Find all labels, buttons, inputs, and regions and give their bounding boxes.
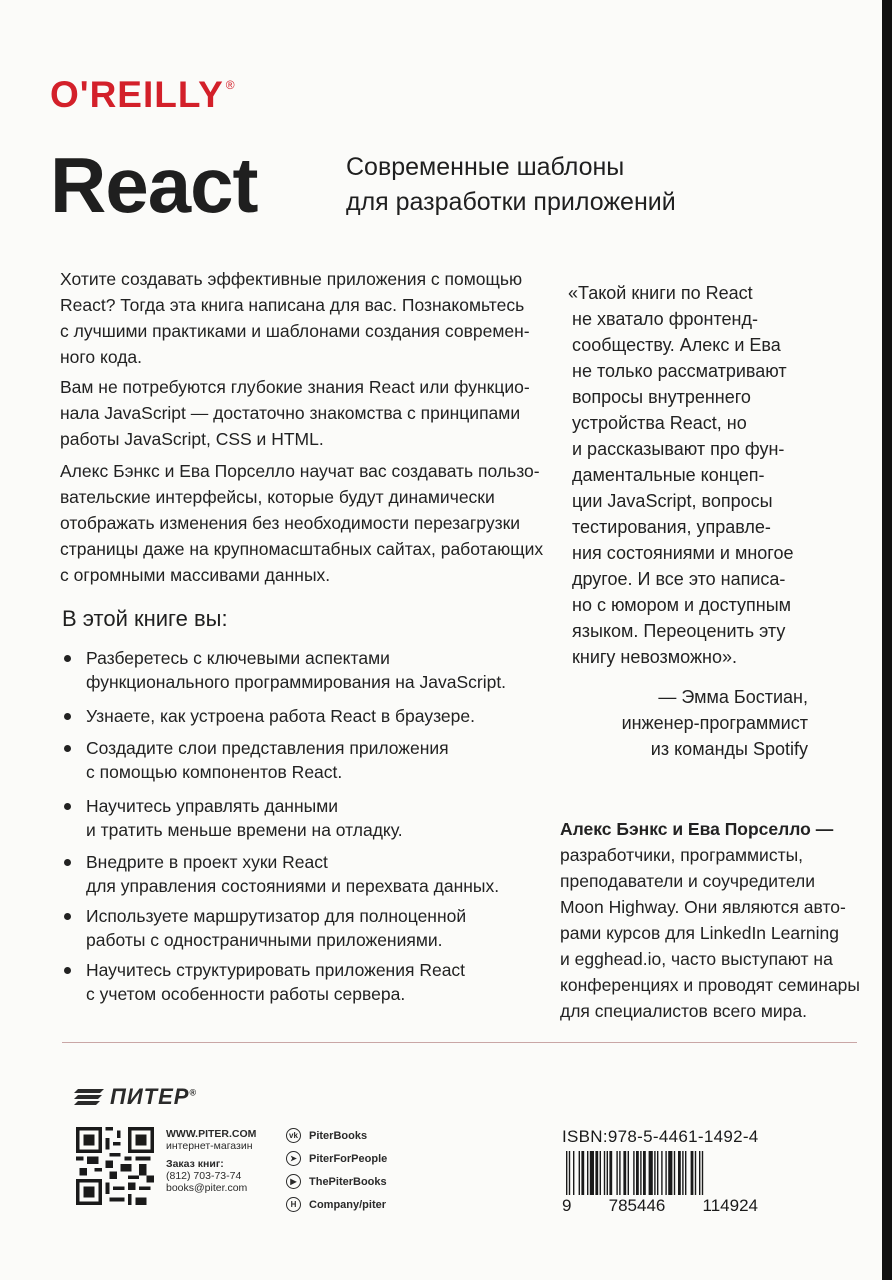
quote-line: сообществу. Алекс и Ева: [572, 335, 781, 355]
quote-attribution: [560, 684, 808, 762]
text-line: для управления состояниями и перехвата данных.: [86, 876, 500, 896]
youtube-icon: ▶: [286, 1174, 301, 1189]
barcode-bar: [678, 1151, 681, 1195]
list-item: [62, 794, 403, 842]
barcode-bar: [691, 1151, 694, 1195]
ean-digit-group: 785446: [608, 1196, 666, 1215]
list-item: [62, 958, 465, 1006]
barcode-bar: [668, 1151, 672, 1195]
bullet-dot-icon: [64, 655, 71, 662]
text-line: Разберетесь с ключевыми аспектами: [86, 648, 390, 668]
footer-divider: [62, 1042, 857, 1043]
social-item-vk[interactable]: [286, 1127, 387, 1144]
barcode-bar: [682, 1151, 683, 1195]
text-line: функционального программирования на JavaScript.: [86, 672, 507, 692]
quote-line: языком. Переоценить эту: [572, 621, 786, 641]
ean-digit-group: 9: [562, 1196, 572, 1215]
barcode-bar: [616, 1151, 617, 1195]
quote-line: не только рассматривают: [572, 361, 787, 381]
barcode-bar: [685, 1151, 686, 1195]
text-line: работы с одностраничными приложениями.: [86, 930, 443, 950]
barcode-bar: [590, 1151, 594, 1195]
piter-logo-icon: [72, 1087, 106, 1107]
quote-line: и рассказывают про фун-: [572, 439, 785, 459]
list-item: [62, 736, 449, 784]
barcode-bar: [636, 1151, 639, 1195]
quote-author-name: — Эмма Бостиан,: [658, 687, 808, 707]
text-line: ного кода.: [60, 347, 142, 367]
review-quote: [568, 280, 828, 670]
quote-line: вопросы внутреннего: [572, 387, 751, 407]
scan-edge: [882, 0, 892, 1280]
social-item-youtube[interactable]: [286, 1173, 387, 1190]
text-line: нала JavaScript — достаточно знакомства с принципами: [60, 403, 521, 423]
ean-digits: [562, 1196, 758, 1216]
text-line: для специалистов всего мира.: [560, 1001, 808, 1021]
barcode-bar: [643, 1151, 646, 1195]
barcode-bar: [628, 1151, 629, 1195]
text-line: отображать изменения без необходимости перезагрузки: [60, 513, 521, 533]
bullet-dot-icon: [64, 913, 71, 920]
barcode-bar: [604, 1151, 605, 1195]
text-line: и тратить меньше времени на отладку.: [86, 820, 403, 840]
intro-paragraph-2: [60, 374, 530, 452]
text-line: Алекс Бэнкс и Ева Порселло научат вас создавать пользо-: [60, 461, 540, 481]
barcode-bar: [609, 1151, 612, 1195]
text-line: Узнаете, как устроена работа React в браузере.: [86, 706, 475, 726]
piter-logo: [72, 1084, 197, 1110]
about-authors: [560, 816, 860, 1024]
text-line: Научитесь управлять данными: [86, 796, 339, 816]
quote-line: тестирования, управле-: [572, 517, 771, 537]
vk-icon: vk: [286, 1128, 301, 1143]
text-line: конференциях и проводят семинары: [560, 975, 860, 995]
barcode-bar: [566, 1151, 567, 1195]
text-line: вательские интерфейсы, которые будут динамически: [60, 487, 495, 507]
text-line: и egghead.io, часто выступают на: [560, 949, 833, 969]
barcode-bar: [657, 1151, 658, 1195]
bullet-dot-icon: [64, 967, 71, 974]
piter-brand-text: ПИТЕР: [110, 1084, 190, 1109]
website-link[interactable]: WWW.PITER.COM: [166, 1128, 257, 1140]
order-label: Заказ книг:: [166, 1158, 224, 1170]
list-item: [62, 850, 499, 898]
social-label: Company/piter: [309, 1198, 387, 1211]
quote-line: даментальные концеп-: [572, 465, 765, 485]
social-links: [286, 1127, 387, 1219]
list-item: [62, 904, 466, 952]
oreilly-logo-text: O'REILLY: [50, 74, 224, 115]
oreilly-logo: [50, 74, 236, 116]
bullet-dot-icon: [64, 859, 71, 866]
quote-author-team: из команды Spotify: [650, 739, 808, 759]
text-line: Хотите создавать эффективные приложения с помощью: [60, 269, 523, 289]
text-line: Используете маршрутизатор для полноценной: [86, 906, 467, 926]
contact-info: [166, 1128, 256, 1194]
qr-code: [76, 1127, 154, 1205]
social-label: PiterForPeople: [309, 1152, 388, 1165]
telegram-icon: ➤: [286, 1151, 301, 1166]
text-line: Вам не потребуются глубокие знания React или функцио-: [60, 377, 530, 397]
bullet-dot-icon: [64, 803, 71, 810]
barcode-bar: [579, 1151, 580, 1195]
quote-line: книгу невозможно».: [572, 647, 737, 667]
barcode-bar: [699, 1151, 700, 1195]
barcode-bar: [633, 1151, 634, 1195]
quote-line: ции JavaScript, вопросы: [572, 491, 773, 511]
author-names: Алекс Бэнкс и Ева Порселло —: [560, 819, 834, 839]
barcode-bar: [640, 1151, 641, 1195]
text-line: Moon Highway. Они являются авто-: [560, 897, 846, 917]
list-item: [62, 646, 506, 694]
text-line: React? Тогда эта книга написана для вас. Познакомьтесь: [60, 295, 525, 315]
phone-number: (812) 703-73-74: [166, 1170, 242, 1182]
social-label: PiterBooks: [309, 1129, 368, 1142]
barcode-bar: [600, 1151, 601, 1195]
barcode-bar: [702, 1151, 703, 1195]
quote-line: другое. И все это написа-: [572, 569, 786, 589]
text-line: с учетом особенности работы сервера.: [86, 984, 406, 1004]
text-line: работы JavaScript, CSS и HTML.: [60, 429, 324, 449]
registered-mark: ®: [225, 78, 236, 92]
barcode-bar: [695, 1151, 696, 1195]
text-line: с помощью компонентов React.: [86, 762, 343, 782]
quote-line: «Такой книги по React: [568, 283, 753, 303]
book-title: React: [50, 141, 258, 229]
website-caption: интернет-магазин: [166, 1140, 253, 1152]
bullet-dot-icon: [64, 713, 71, 720]
barcode-bar: [674, 1151, 675, 1195]
barcode-bar: [581, 1151, 584, 1195]
text-line: преподаватели и соучредители: [560, 871, 815, 891]
social-item-habr[interactable]: [286, 1196, 387, 1213]
social-label: ThePiterBooks: [309, 1175, 387, 1188]
piter-registered-mark: ®: [189, 1087, 198, 1098]
subtitle-line: Современные шаблоны: [346, 153, 625, 181]
barcode: [566, 1151, 750, 1195]
barcode-bar: [649, 1151, 653, 1195]
text-line: с лучшими практиками и шаблонами создания современ-: [60, 321, 530, 341]
barcode-bar: [661, 1151, 662, 1195]
email-link[interactable]: books@piter.com: [166, 1182, 248, 1194]
social-item-telegram[interactable]: [286, 1150, 387, 1167]
book-subtitle: [346, 150, 776, 220]
quote-line: но с юмором и доступным: [572, 595, 792, 615]
barcode-bar: [587, 1151, 588, 1195]
habr-icon: H: [286, 1197, 301, 1212]
text-line: страницы даже на крупномасштабных сайтах, работающих: [60, 539, 544, 559]
list-item: [62, 704, 475, 728]
quote-line: не хватало фронтенд-: [572, 309, 758, 329]
barcode-bar: [573, 1151, 574, 1195]
piter-brand: [110, 1084, 197, 1110]
subtitle-line: для разработки приложений: [346, 188, 676, 216]
barcode-bar: [569, 1151, 570, 1195]
bullet-dot-icon: [64, 745, 71, 752]
barcode-bar: [595, 1151, 598, 1195]
text-line: Создадите слои представления приложения: [86, 738, 449, 758]
barcode-bar: [607, 1151, 608, 1195]
intro-paragraph-1: [60, 266, 530, 370]
barcode-bar: [654, 1151, 655, 1195]
section-heading: В этой книге вы:: [62, 606, 228, 631]
isbn-label: ISBN:978-5-4461-1492-4: [562, 1127, 759, 1146]
text-line: Внедрите в проект хуки React: [86, 852, 328, 872]
barcode-bar: [665, 1151, 666, 1195]
quote-line: ния состояниями и многое: [572, 543, 794, 563]
barcode-bar: [619, 1151, 620, 1195]
ean-digit-group: 114924: [702, 1196, 758, 1215]
text-line: с огромными массивами данных.: [60, 565, 331, 585]
text-line: Научитесь структурировать приложения React: [86, 960, 466, 980]
quote-author-role: инженер-программист: [621, 713, 808, 733]
text-line: рами курсов для LinkedIn Learning: [560, 923, 840, 943]
quote-line: устройства React, но: [572, 413, 747, 433]
barcode-bar: [623, 1151, 626, 1195]
text-line: разработчики, программисты,: [560, 845, 804, 865]
intro-paragraph-3: [60, 458, 544, 588]
